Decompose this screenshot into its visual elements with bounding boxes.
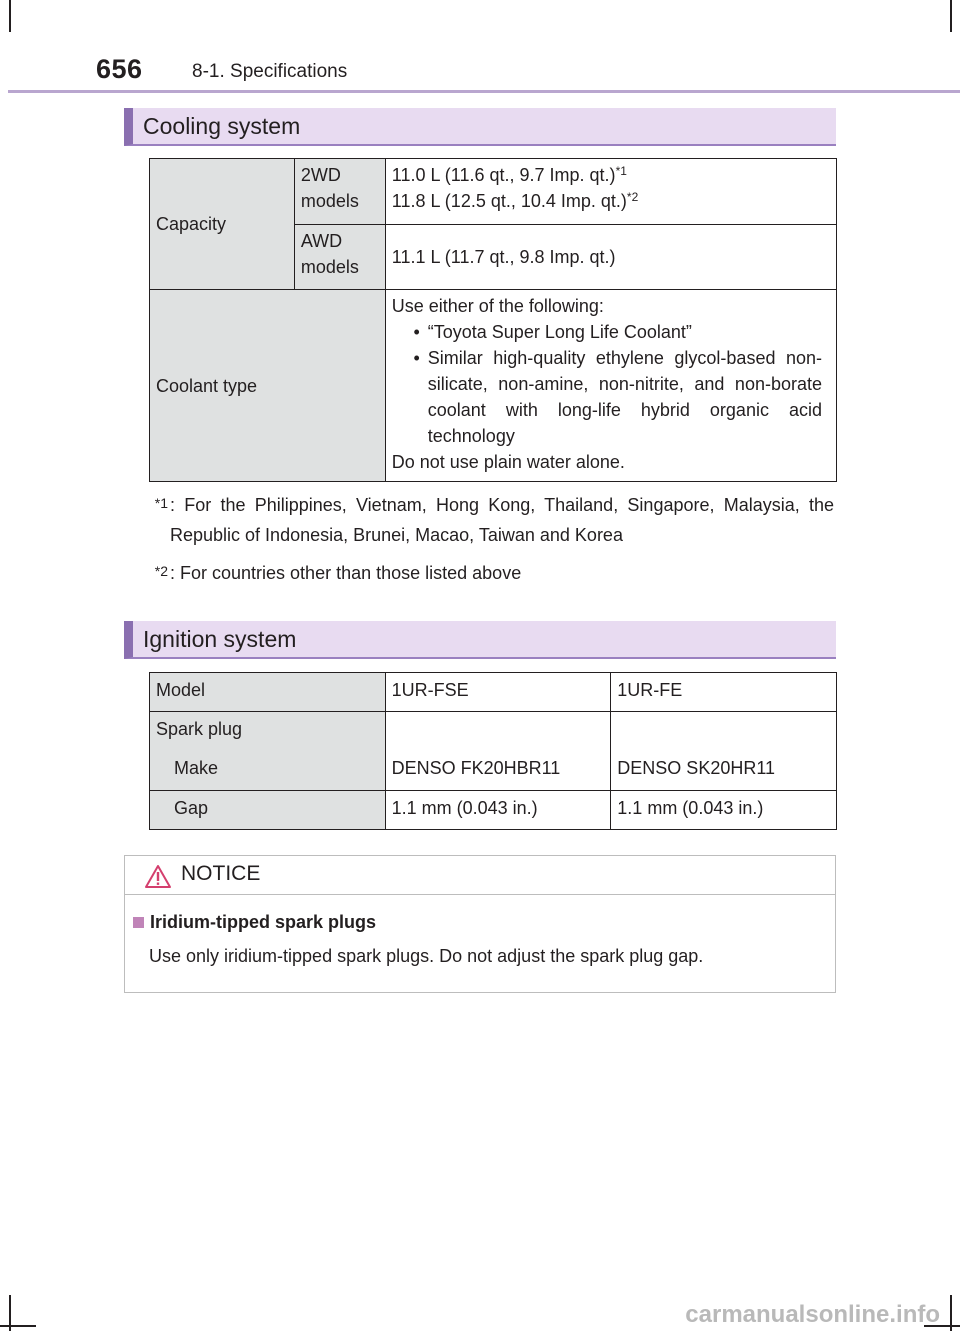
footnote: $^{*2}$ : For countries other than those listed above (154, 563, 522, 583)
ignition-table (149, 672, 837, 830)
crop-mark (950, 0, 952, 32)
capacity-value: 11.8 L (12.5 qt., 10.4 Imp. qt.) (391, 191, 627, 211)
coolant-warning: Do not use plain water alone. (391, 452, 625, 472)
make-value: DENSO SK20HR11 (617, 758, 776, 778)
coolant-label-cell (150, 290, 386, 482)
coolant-intro: Use either of the following: (391, 296, 604, 316)
gap-value-cell (385, 791, 611, 830)
spark-plug-cell (150, 712, 386, 791)
footnote-mark: *1 (615, 164, 627, 178)
model-cell (294, 159, 385, 225)
model-name: 1UR-FSE (391, 680, 469, 700)
make-value-cell (385, 712, 611, 791)
ignition-section-title: Ignition system (124, 621, 836, 659)
model-header-cell (385, 673, 611, 712)
model-cell (294, 225, 385, 290)
warning-icon (144, 864, 172, 894)
gap-label-cell (150, 791, 386, 830)
capacity-value: 11.1 L (11.7 qt., 9.8 Imp. qt.) (391, 247, 616, 267)
model-name: 1UR-FE (617, 680, 683, 700)
square-bullet-icon (133, 917, 144, 928)
capacity-label-cell (150, 159, 295, 290)
make-value: DENSO FK20HBR11 (391, 758, 561, 778)
capacity-label: Capacity (156, 214, 227, 234)
model-line: models (300, 257, 359, 277)
coolant-option: • “Toyota Super Long Life Coolant” (413, 322, 692, 342)
notice-title: NOTICE (181, 862, 261, 885)
coolant-option: • Similar high-quality ethylene glycol-based non-silicate, non-amine, non-nitrite, and non-borate coolant with long-life hybrid organic acid technology (413, 348, 822, 446)
notice-header (125, 856, 835, 895)
model-header-cell (611, 673, 837, 712)
section-title: 8-1. Specifications (192, 61, 348, 82)
crop-mark (0, 1325, 36, 1327)
coolant-label: Coolant type (156, 375, 258, 396)
watermark: carmanualsonline.info (685, 1301, 940, 1328)
make-value-cell (611, 712, 837, 791)
capacity-value-cell (385, 225, 836, 290)
notice-box (124, 855, 836, 993)
coolant-value-cell (385, 290, 836, 482)
make-label: Make (174, 758, 219, 778)
capacity-value-cell (385, 159, 836, 225)
crop-mark (9, 0, 11, 32)
header-rule (8, 90, 960, 93)
model-header: Model (156, 680, 206, 700)
capacity-value: 11.0 L (11.6 qt., 9.7 Imp. qt.) (391, 165, 616, 185)
cooling-section-title: Cooling system (124, 108, 836, 146)
footnote: $^{*1}$ : For the Philippines, Vietnam, Hong Kong, Thailand, Singapore, Malaysia, the Republic of Indonesia, Brunei, Macao, Taiwan and Korea (154, 495, 834, 545)
gap-label: Gap (174, 798, 209, 818)
notice-body: Use only iridium-tipped spark plugs. Do not adjust the spark plug gap. (149, 946, 704, 966)
gap-value: 1.1 mm (0.043 in.) (617, 798, 764, 818)
cooling-table (149, 158, 837, 482)
gap-value: 1.1 mm (0.043 in.) (391, 798, 538, 818)
footnote-mark: *2 (626, 190, 639, 204)
page-number: 656 (96, 54, 143, 84)
notice-subtitle: Iridium-tipped spark plugs (133, 912, 376, 933)
model-line: 2WD (300, 165, 341, 185)
model-header-cell (150, 673, 386, 712)
page-header (0, 48, 960, 94)
model-line: models (300, 191, 359, 211)
model-line: AWD (300, 231, 343, 251)
gap-value-cell (611, 791, 837, 830)
spark-plug-label: Spark plug (156, 719, 243, 739)
